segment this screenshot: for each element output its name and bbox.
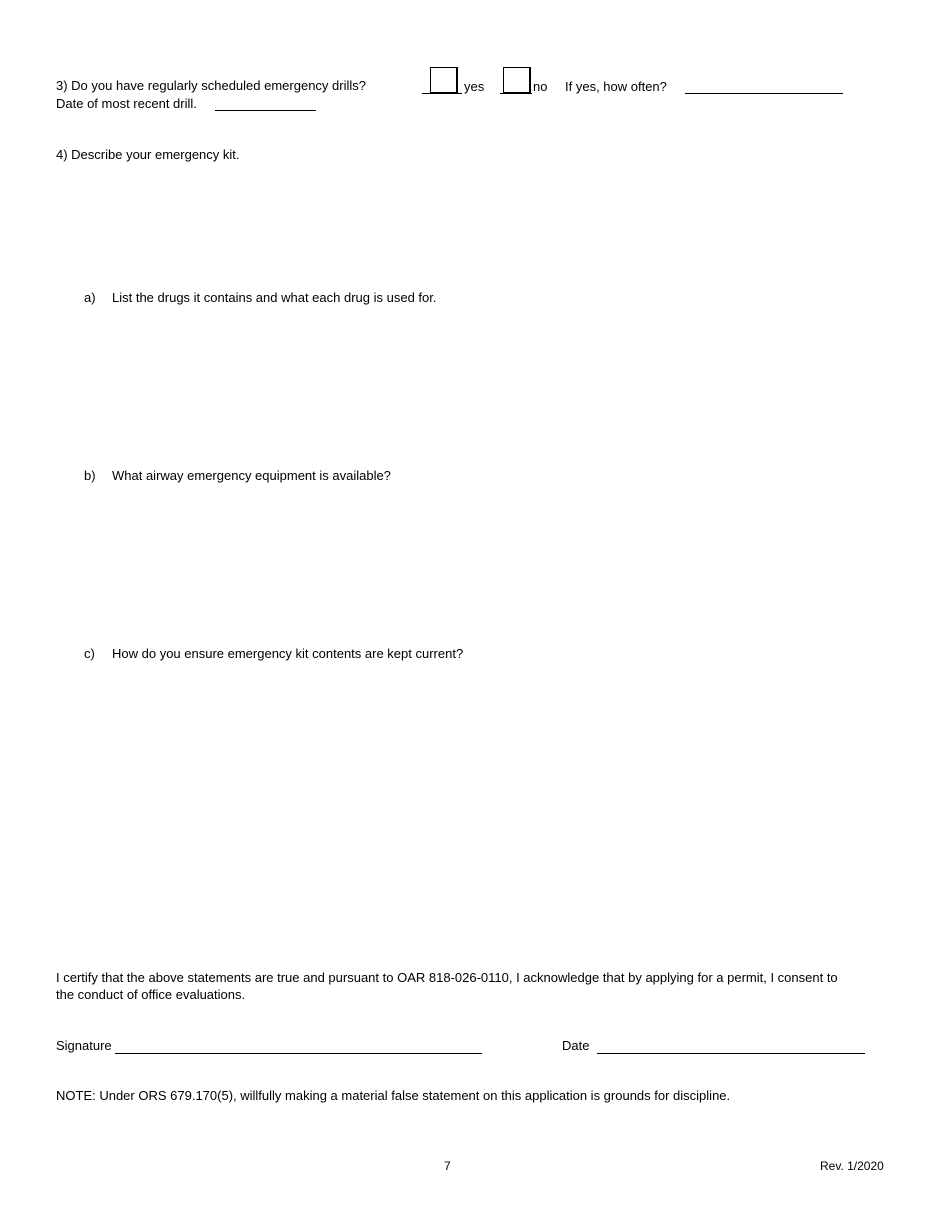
q4b-text: What airway emergency equipment is available?	[112, 468, 391, 483]
date-label: Date	[562, 1038, 590, 1053]
q4-question: 4) Describe your emergency kit.	[56, 147, 240, 162]
yes-underline	[422, 93, 462, 94]
q4b-marker: b)	[84, 468, 96, 483]
note-text: NOTE: Under ORS 679.170(5), willfully making a material false statement on this application is grounds for discipline.	[56, 1088, 731, 1103]
certification-text: I certify that the above statements are true and pursuant to OAR 818-026-0110, I acknowledge that by applying for a permit, I consent to the conduct of office evaluations.	[56, 970, 838, 1002]
no-underline	[500, 93, 532, 94]
yes-checkbox[interactable]	[430, 67, 458, 93]
drill-date-field[interactable]	[215, 110, 316, 111]
page-number: 7	[444, 1159, 451, 1173]
how-often-field[interactable]	[685, 93, 843, 94]
signature-label: Signature	[56, 1038, 112, 1053]
date-field[interactable]	[597, 1053, 865, 1054]
yes-label: yes	[464, 79, 485, 94]
q4a-marker: a)	[84, 290, 96, 305]
q4c-marker: c)	[84, 646, 95, 661]
how-often-label: If yes, how often?	[565, 79, 667, 94]
no-label: no	[533, 79, 548, 94]
signature-field[interactable]	[115, 1053, 482, 1054]
q3-question: 3) Do you have regularly scheduled emergency drills?	[56, 78, 366, 93]
no-checkbox[interactable]	[503, 67, 531, 93]
drill-date-label: Date of most recent drill.	[56, 96, 197, 111]
revision-label: Rev. 1/2020	[820, 1159, 884, 1173]
q4a-text: List the drugs it contains and what each drug is used for.	[112, 290, 437, 305]
q4c-text: How do you ensure emergency kit contents are kept current?	[112, 646, 464, 661]
